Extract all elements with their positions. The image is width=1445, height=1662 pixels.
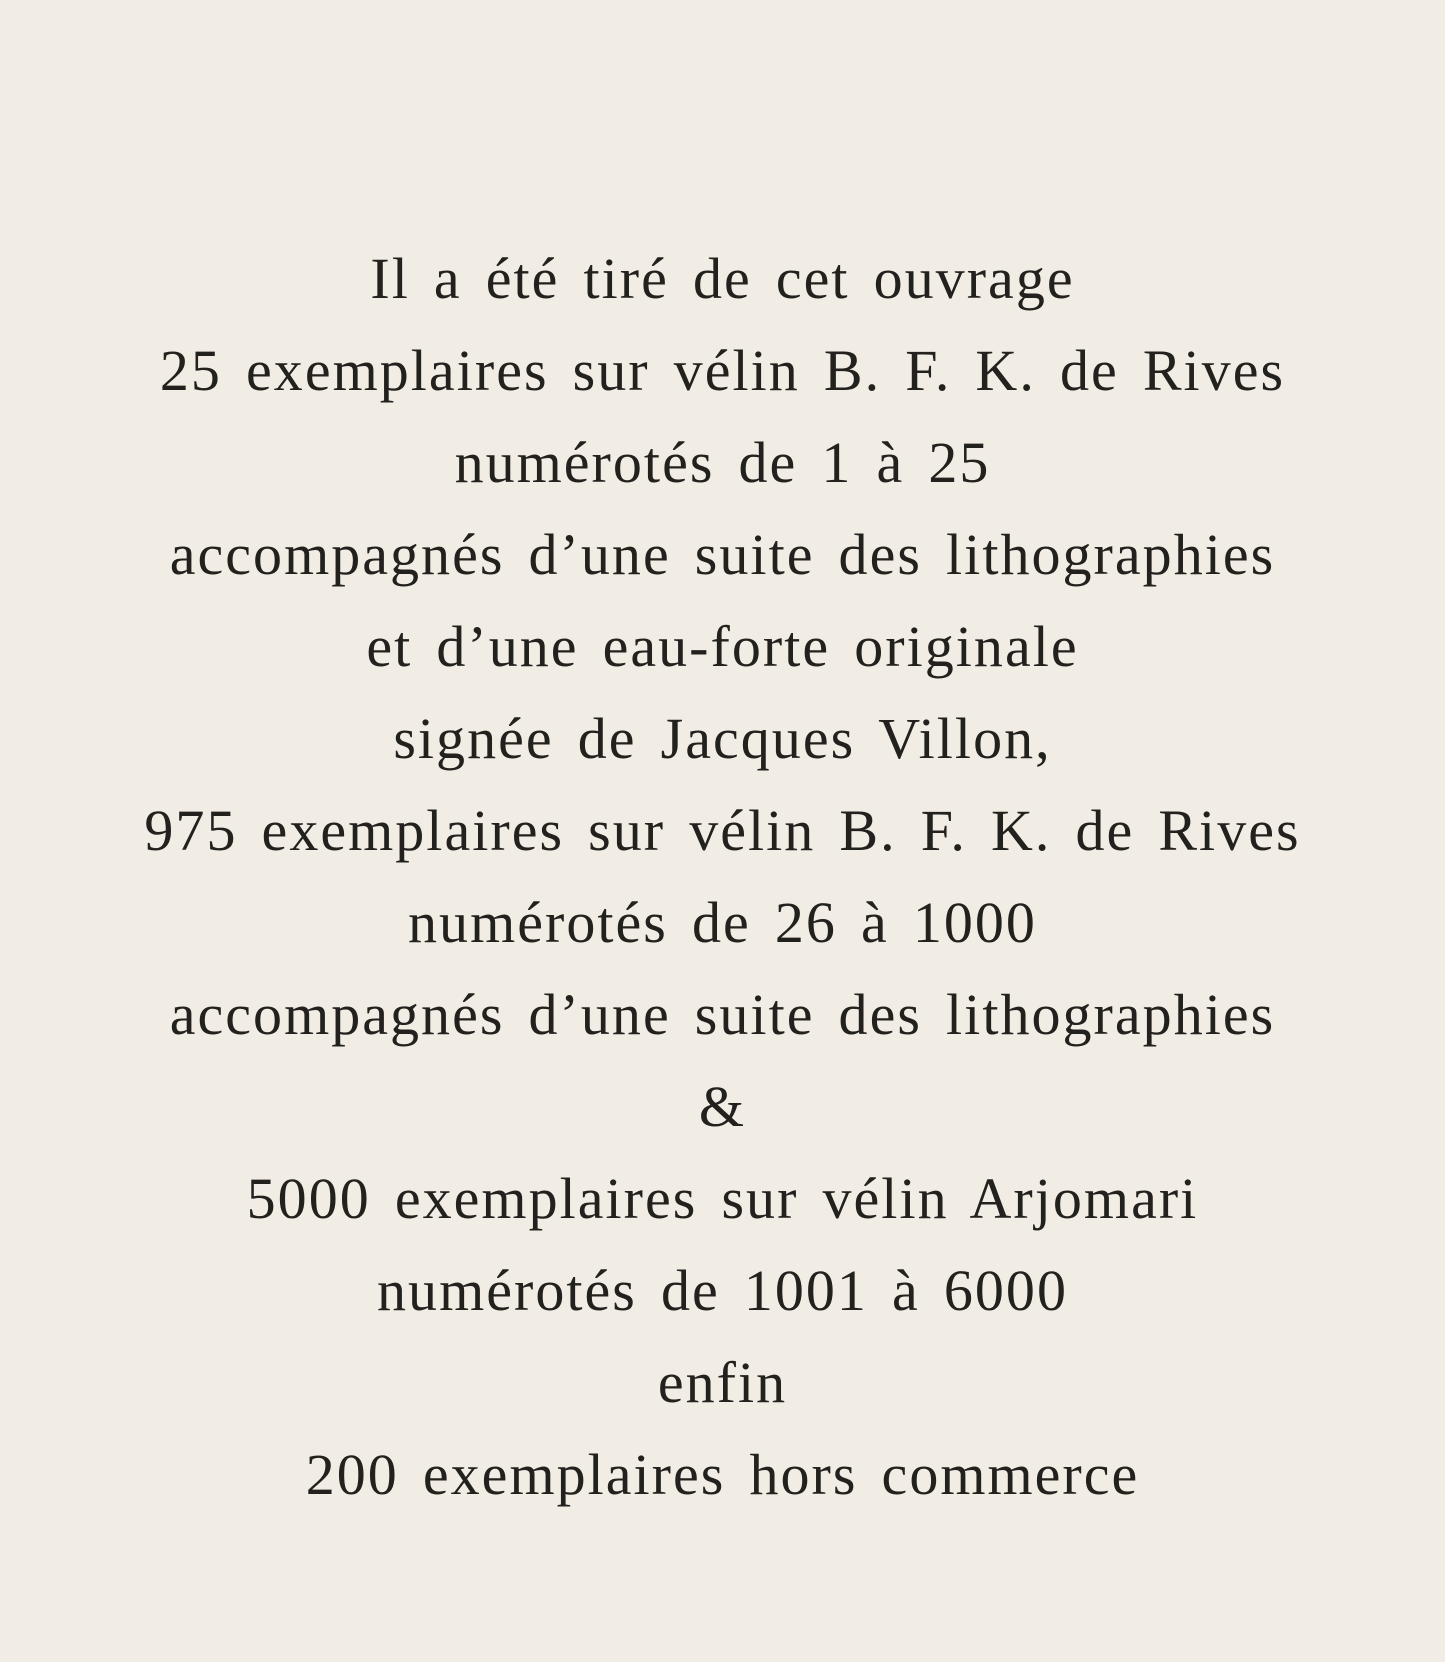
colophon-line: enfin <box>657 1350 788 1415</box>
colophon-line: Il a été tiré de cet ouvrage <box>370 246 1075 311</box>
colophon-line: signée de Jacques Villon, <box>393 706 1052 771</box>
colophon-line: 25 exemplaires sur vélin B. F. K. de Rives <box>159 338 1286 403</box>
colophon-line: numérotés de 26 à 1000 <box>408 890 1037 955</box>
colophon-line: et d’une eau-forte originale <box>366 614 1079 679</box>
colophon-line: accompagnés d’une suite des lithographies <box>169 982 1276 1047</box>
colophon-ampersand: & <box>698 1074 747 1139</box>
colophon-line: numérotés de 1 à 25 <box>454 430 991 495</box>
colophon-line: 200 exemplaires hors commerce <box>305 1442 1140 1507</box>
colophon-text-block <box>0 233 1445 1521</box>
colophon-line: numérotés de 1001 à 6000 <box>377 1258 1068 1323</box>
colophon-line: 5000 exemplaires sur vélin Arjomari <box>246 1166 1199 1231</box>
colophon-line: accompagnés d’une suite des lithographies <box>169 522 1276 587</box>
colophon-line: 975 exemplaires sur vélin B. F. K. de Rives <box>144 798 1301 863</box>
